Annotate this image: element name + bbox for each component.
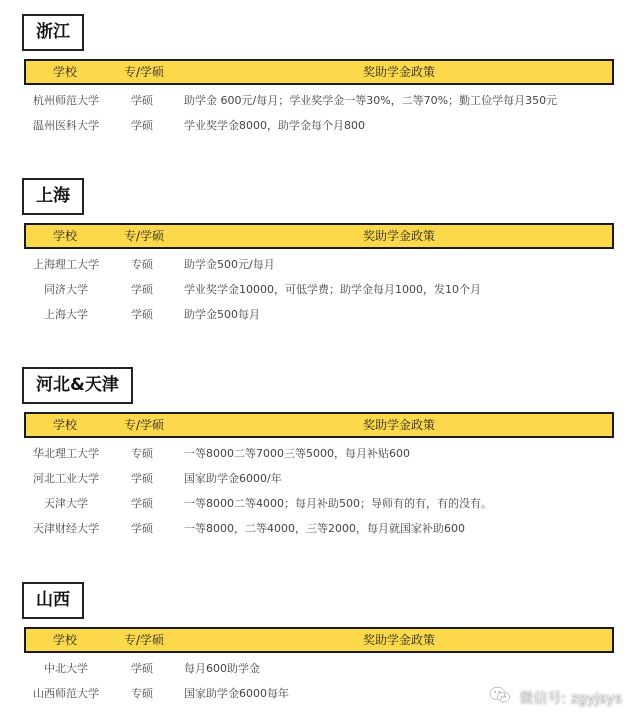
cell-policy: 助学金 600元/每月；学业奖学金一等30%，二等70%；勤工俭学每月350元: [184, 94, 558, 107]
cell-policy: 国家助学金6000每年: [184, 687, 289, 700]
table-header: [24, 412, 614, 438]
cell-school: 上海大学: [44, 308, 88, 321]
table-row: [24, 302, 614, 327]
cell-policy: 一等8000，二等4000，三等2000，每月就国家补助600: [184, 522, 465, 535]
table-row: [24, 491, 614, 516]
cell-school: 山西师范大学: [33, 687, 99, 700]
cell-school: 天津大学: [44, 497, 88, 510]
region-title: 浙江: [22, 14, 84, 51]
cell-policy: 每月600助学金: [184, 662, 260, 675]
scholarship-table: [24, 412, 614, 541]
cell-type: 专硕: [131, 258, 153, 271]
table-row: [24, 466, 614, 491]
header-school: 学校: [52, 633, 77, 647]
header-type: 专/学硕: [123, 418, 165, 432]
table-row: [24, 252, 614, 277]
header-policy: 奖助学金政策: [362, 229, 435, 243]
cell-type: 学硕: [131, 119, 153, 132]
cell-policy: 学业奖学金10000，可低学费；助学金每月1000，发10个月: [184, 283, 481, 296]
cell-school: 中北大学: [44, 662, 88, 675]
cell-type: 学硕: [131, 522, 153, 535]
header-policy: 奖助学金政策: [362, 65, 435, 79]
cell-school: 同济大学: [44, 283, 88, 296]
region-title: 上海: [22, 178, 84, 215]
table-header: [24, 59, 614, 85]
cell-type: 学硕: [131, 472, 153, 485]
scholarship-table: [24, 223, 614, 327]
header-type: 专/学硕: [123, 65, 165, 79]
cell-policy: 一等8000二等4000；每月补助500；导师有的有，有的没有。: [184, 497, 492, 510]
wechat-icon: [489, 686, 511, 711]
cell-type: 学硕: [131, 662, 153, 675]
table-header: [24, 627, 614, 653]
header-school: 学校: [52, 418, 77, 432]
cell-type: 学硕: [131, 94, 153, 107]
table-row: [24, 441, 614, 466]
table-row: [24, 88, 614, 113]
scholarship-table: [24, 59, 614, 138]
cell-type: 学硕: [131, 308, 153, 321]
cell-policy: 一等8000二等7000三等5000，每月补贴600: [184, 447, 410, 460]
region-title: 河北&天津: [22, 367, 133, 404]
cell-type: 学硕: [131, 283, 153, 296]
table-row: [24, 277, 614, 302]
watermark-text: 微信号: zgyjsys: [519, 690, 622, 707]
cell-school: 上海理工大学: [33, 258, 99, 271]
cell-school: 杭州师范大学: [33, 94, 99, 107]
table-row: [24, 656, 614, 681]
cell-type: 专硕: [131, 687, 153, 700]
header-school: 学校: [52, 65, 77, 79]
table-row: [24, 516, 614, 541]
cell-school: 华北理工大学: [33, 447, 99, 460]
cell-school: 温州医科大学: [33, 119, 99, 132]
header-policy: 奖助学金政策: [362, 633, 435, 647]
header-type: 专/学硕: [123, 633, 165, 647]
cell-school: 天津财经大学: [33, 522, 99, 535]
cell-policy: 助学金500每月: [184, 308, 260, 321]
cell-policy: 国家助学金6000/年: [184, 472, 282, 485]
cell-school: 河北工业大学: [33, 472, 99, 485]
header-policy: 奖助学金政策: [362, 418, 435, 432]
region-title: 山西: [22, 582, 84, 619]
table-header: [24, 223, 614, 249]
header-school: 学校: [52, 229, 77, 243]
cell-policy: 助学金500元/每月: [184, 258, 275, 271]
cell-type: 专硕: [131, 447, 153, 460]
cell-policy: 学业奖学金8000，助学金每个月800: [184, 119, 365, 132]
watermark: [489, 686, 622, 708]
table-row: [24, 113, 614, 138]
header-type: 专/学硕: [123, 229, 165, 243]
cell-type: 学硕: [131, 497, 153, 510]
